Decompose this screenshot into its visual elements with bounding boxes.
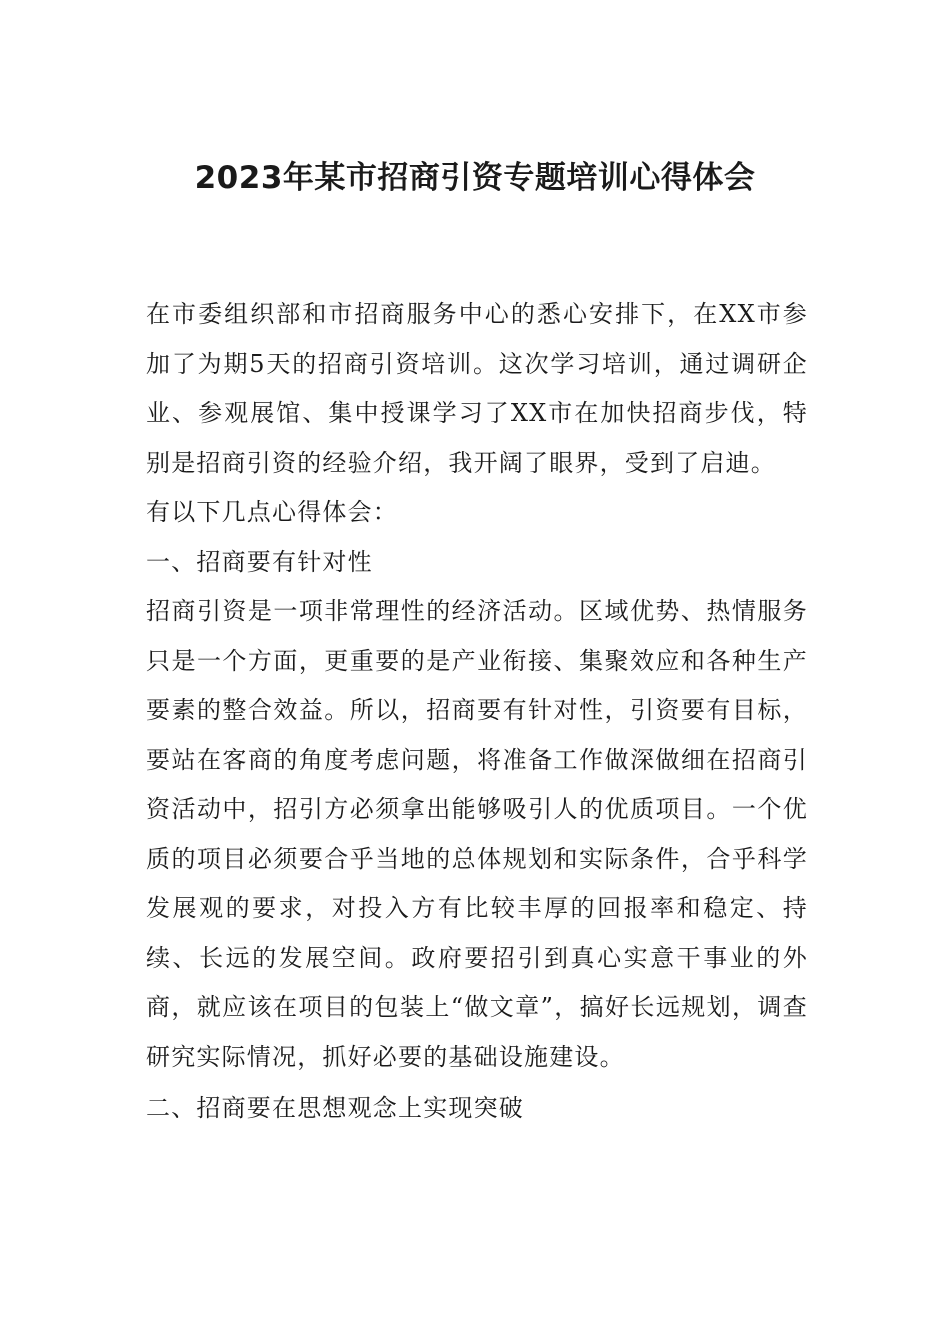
section-1-body: 招商引资是一项非常理性的经济活动。区域优势、热情服务只是一个方面，更重要的是产业衔接、集聚效应和各种生产要素的整合效益。所以，招商要有针对性，引资要有目标，要站在客商的角度考虑问题，将准备工作做深做细在招商引资活动中，招引方必须拿出能够吸引人的优质项目。一个优质的项目必须要合乎当地的总体规划和实际条件，合乎科学发展观的要求，对投入方有比较丰厚的回报率和稳定、持续、长远的发展空间。政府要招引到真心实意干事业的外商，就应该在项目的包装上“做文章”，搞好长远规划，调查研究实际情况，抓好必要的基础设施建设。 [146,597,808,1071]
section-1-heading: 一、招商要有针对性 [146,547,373,576]
section-2-heading: 二、招商要在思想观念上实现突破 [146,1094,524,1122]
intro-paragraph: 在市委组织部和市招商服务中心的悉心安排下，在XX市参加了为期5天的招商引资培训。这次学习培训，通过调研企业、参观展馆、集中授课学习了XX市在加快招商步伐，特别是招商引资的经验介绍，我开阔了眼界，受到了启迪。 [146,300,808,477]
intro-lead-in: 有以下几点心得体会： [146,498,398,526]
document-title: 2023年某市招商引资专题培训心得体会 [194,160,756,196]
document-body [146,290,808,1134]
